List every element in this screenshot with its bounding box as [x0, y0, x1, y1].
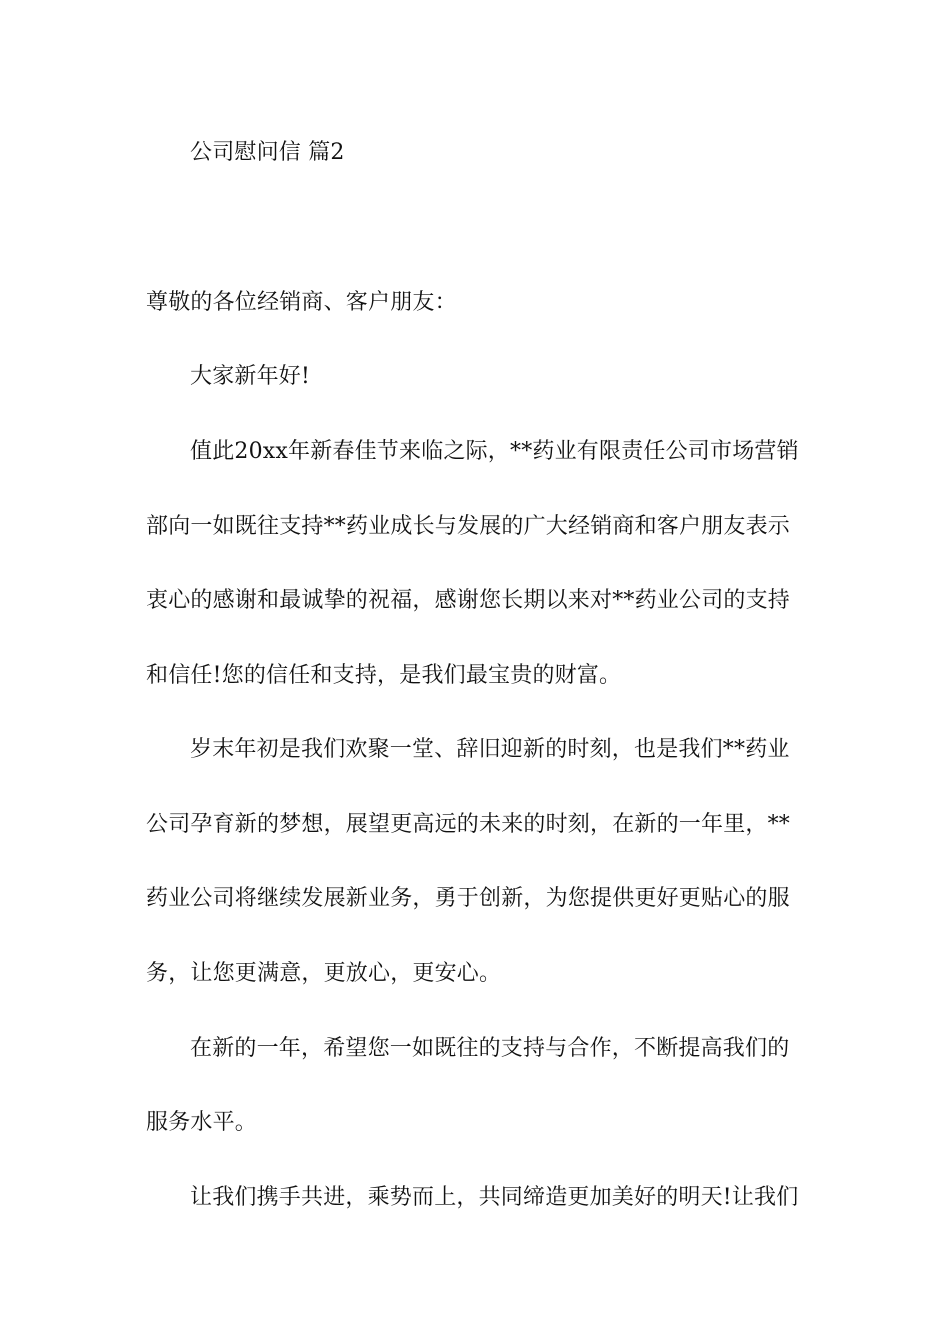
paragraph-line: 药业公司将继续发展新业务，勇于创新，为您提供更好更贴心的服 [146, 886, 790, 911]
paragraph-line: 务，让您更满意，更放心，更安心。 [146, 961, 502, 986]
paragraph-line: 和信任!您的信任和支持，是我们最宝贵的财富。 [146, 663, 622, 688]
paragraph-line: 大家新年好! [190, 364, 311, 389]
paragraph-line: 衷心的感谢和最诚挚的祝福，感谢您长期以来对**药业公司的支持 [146, 588, 791, 613]
salutation: 尊敬的各位经销商、客户朋友： [146, 290, 457, 315]
paragraph-line: 服务水平。 [146, 1110, 258, 1135]
document-heading: 公司慰问信 篇2 [190, 140, 345, 165]
paragraph-line: 让我们携手共进，乘势而上，共同缔造更加美好的明天!让我们 [190, 1185, 799, 1210]
paragraph-line: 公司孕育新的梦想，展望更高远的未来的时刻，在新的一年里，** [146, 812, 791, 837]
paragraph-line: 岁末年初是我们欢聚一堂、辞旧迎新的时刻，也是我们**药业 [190, 737, 790, 762]
paragraph-line: 值此20xx年新春佳节来临之际，**药业有限责任公司市场营销 [190, 439, 799, 464]
paragraph-line: 在新的一年，希望您一如既往的支持与合作，不断提高我们的 [190, 1036, 790, 1061]
paragraph-line: 部向一如既往支持**药业成长与发展的广大经销商和客户朋友表示 [146, 514, 791, 539]
